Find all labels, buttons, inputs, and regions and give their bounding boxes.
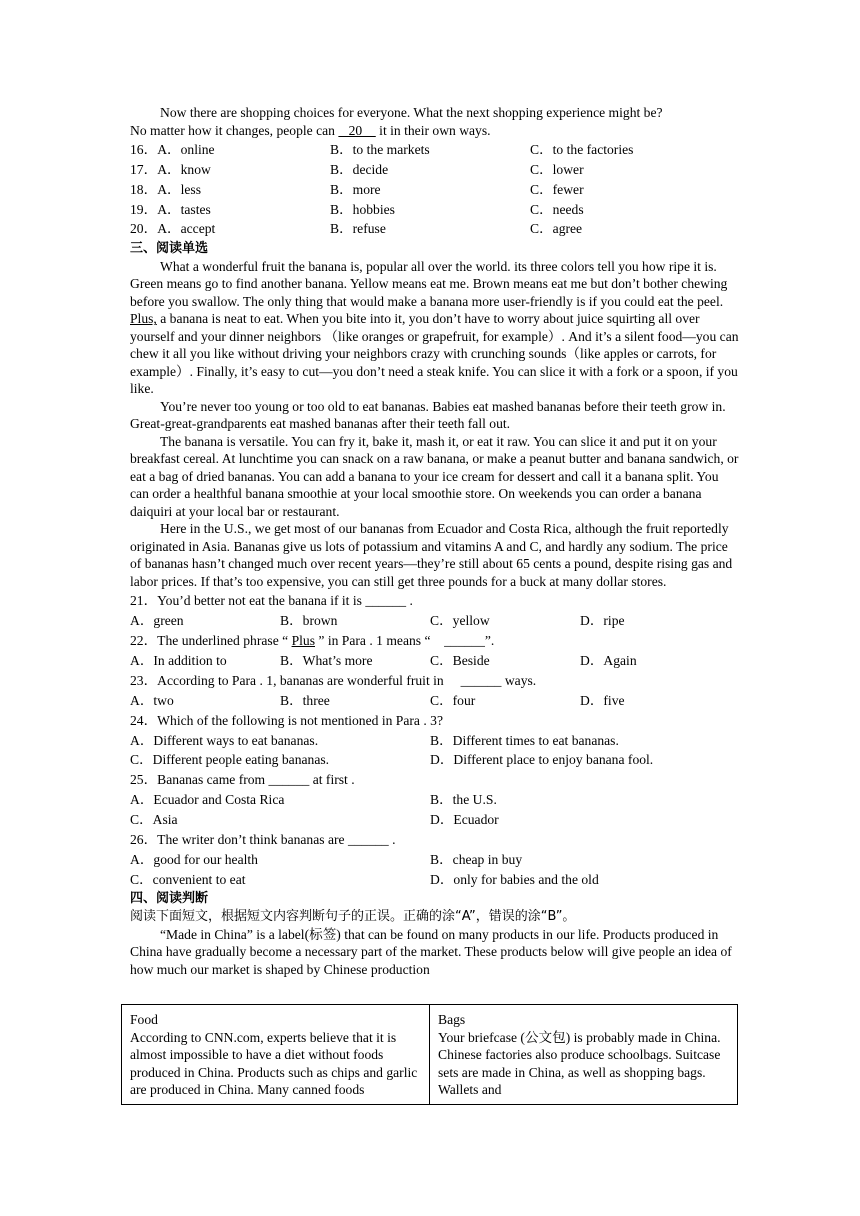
question-25-options-ab — [130, 790, 740, 810]
option-b: B．the U.S. — [430, 792, 497, 808]
passage-end-line2-pre: No matter how it changes, people can — [130, 122, 339, 138]
food-title: Food — [130, 1012, 158, 1027]
section-4-intro: “Made in China” is a label(标签) that can be found on many products in our life. Products produced in China have gradually become a necessary part of the market. These products below will give people an idea of how much our market is shaped by Chinese production — [130, 926, 732, 977]
cloze-row-17: 17．A．know B．decide C．lower — [130, 160, 740, 180]
option-a: A．Different ways to eat bananas. — [130, 732, 319, 748]
question-25: 25．Bananas came from ______ at first . — [130, 772, 355, 788]
option-b: B．more — [330, 181, 381, 197]
option-b: B．hobbies — [330, 201, 395, 217]
option-c: C．Asia — [130, 812, 178, 828]
underlined-plus-ref: Plus — [291, 632, 315, 648]
question-26-options-cd — [130, 869, 740, 889]
option-a: A．Ecuador and Costa Rica — [130, 792, 285, 808]
option-d: D．Ecuador — [430, 812, 499, 828]
passage-end-line1: Now there are shopping choices for everyone. What the next shopping experience might be? — [160, 105, 663, 120]
option-c: C．lower — [530, 161, 584, 177]
products-table — [121, 1004, 738, 1105]
option-c: C．yellow — [430, 612, 490, 628]
section-4-instructions: 阅读下面短文，根据短文内容判断句子的正误。正确的涂“A”，错误的涂“B”。 — [130, 909, 576, 925]
option-c: C．to the factories — [530, 142, 634, 158]
option-b: B．cheap in buy — [430, 851, 523, 867]
option-d: D．only for babies and the old — [430, 871, 599, 887]
option-a: A．accept — [157, 221, 216, 237]
question-26: 26．The writer don’t think bananas are ______ . — [130, 831, 396, 847]
option-a: A．In addition to — [130, 652, 227, 668]
bags-text: Your briefcase (公文包) is probably made in China. Chinese factories also produce schoolbags. Suitcase sets are made in China, as well as shopping bags. Wallets and — [438, 1029, 721, 1097]
option-d: D．ripe — [580, 612, 625, 628]
bags-title: Bags — [438, 1012, 466, 1027]
question-26-options-ab — [130, 850, 740, 870]
option-d: D．Again — [580, 652, 637, 668]
option-d: D．five — [580, 692, 625, 708]
option-a: A．good for our health — [130, 851, 258, 867]
option-b: B．brown — [280, 612, 338, 628]
passage-end-line2-post: it in their own ways. — [375, 122, 491, 138]
option-a: A．online — [157, 142, 215, 158]
bags-cell — [429, 1005, 737, 1104]
question-21: 21．You’d better not eat the banana if it is ______ . — [130, 592, 413, 608]
option-c: C．Different people eating bananas. — [130, 752, 330, 768]
option-b: B．refuse — [330, 221, 386, 237]
option-a: A．tastes — [157, 201, 211, 217]
option-c: C．Beside — [430, 652, 490, 668]
underlined-plus: Plus, — [130, 311, 157, 327]
option-a: A．less — [157, 181, 201, 197]
blank-20: 20 — [338, 122, 376, 138]
reading-paragraph-3: The banana is versatile. You can fry it, bake it, mash it, or eat it raw. You can slice it and put it on your breakfast cereal. At lunchtime you can snack on a raw banana, or make a peanut butter and banana sandwich, or eat a bag of dried bananas. You can add a banana to your ice cream for dessert and call it a banana split. You can order a healthful banana smoothie at your local smoothie store. On weekends you can order a banana daiquiri at your local bar or restaurant. — [130, 433, 739, 519]
option-c: C．convenient to eat — [130, 871, 246, 887]
food-cell — [122, 1005, 429, 1104]
reading-paragraph-1: What a wonderful fruit the banana is, popular all over the world. its three colors tell you how ripe it is. Green means go to find another banana. Yellow means eat me. Brown means eat me but don’t bother chewing before you swallow. The only thing that would make a banana more user-friendly is if you could eat the peel. Plus, a banana is neat to eat. When you bite into it, you don’t have to worry about juice squirting all over yourself and your dinner neighbors （like oranges or grapefruit, for example）. And it’s a silent food—you can chew it all you like without driving your neighbors crazy with crunching sounds（like apples or carrots, for example）. Finally, it’s easy to cut—you don’t need a steak knife. You can slice it with a fork or a spoon, if you like. — [130, 258, 739, 397]
option-d: D．Different place to enjoy banana fool. — [430, 752, 654, 768]
option-b: B．three — [280, 692, 330, 708]
option-b: B．to the markets — [330, 142, 430, 158]
food-text: According to CNN.com, experts believe that it is almost impossible to have a diet without foods produced in China. Products such as chips and garlic are produced in China. Many canned foods — [130, 1029, 418, 1097]
option-c: C．agree — [530, 221, 583, 237]
cloze-row-19: 19．A．tastes B．hobbies C．needs — [130, 199, 740, 219]
option-b: B．decide — [330, 161, 389, 177]
option-b: B．What’s more — [280, 652, 373, 668]
option-c: C．fewer — [530, 181, 584, 197]
reading-paragraph-2: You’re never too young or too old to eat bananas. Babies eat mashed bananas before their teeth grow in. Great-great-grandparents eat mashed bananas after their teeth fall out. — [130, 398, 726, 432]
option-a: A．know — [157, 161, 211, 177]
question-24-options-cd — [130, 750, 740, 770]
question-25-options-cd — [130, 810, 740, 830]
question-24-options-ab — [130, 730, 740, 750]
question-22: 22．The underlined phrase “ Plus ” in Para . 1 means “ ______”. — [130, 632, 495, 648]
exam-page — [130, 104, 740, 978]
cloze-row-16: 16．A．online B．to the markets C．to the factories — [130, 140, 740, 160]
section-3-heading: 三、阅读单选 — [130, 240, 209, 256]
passage-end-line2 — [130, 122, 740, 140]
question-22-options — [130, 650, 740, 670]
question-21-options — [130, 610, 740, 630]
cloze-row-20: 20．A．accept B．refuse C．agree — [130, 219, 740, 239]
option-c: C．four — [430, 692, 476, 708]
question-24: 24．Which of the following is not mentioned in Para . 3? — [130, 712, 443, 728]
cloze-options — [130, 140, 740, 239]
option-b: B．Different times to eat bananas. — [430, 732, 619, 748]
option-a: A．two — [130, 692, 174, 708]
reading-paragraph-4: Here in the U.S., we get most of our bananas from Ecuador and Costa Rica, although the fruit reportedly originated in Asia. Bananas give us lots of potassium and vitamins A and C, and hardly any sodium. The price of bananas hasn’t changed much over recent years—they’re still about 65 cents a pound, despite rising gas and labor prices. If that’s too expensive, you can still get three pounds for a buck at many dollar stores. — [130, 521, 733, 589]
question-23-options — [130, 690, 740, 710]
cloze-row-18: 18．A．less B．more C．fewer — [130, 180, 740, 200]
question-23: 23．According to Para . 1, bananas are wonderful fruit in ______ ways. — [130, 672, 537, 688]
section-4-heading: 四、阅读判断 — [130, 891, 209, 907]
option-c: C．needs — [530, 201, 584, 217]
option-a: A．green — [130, 612, 184, 628]
